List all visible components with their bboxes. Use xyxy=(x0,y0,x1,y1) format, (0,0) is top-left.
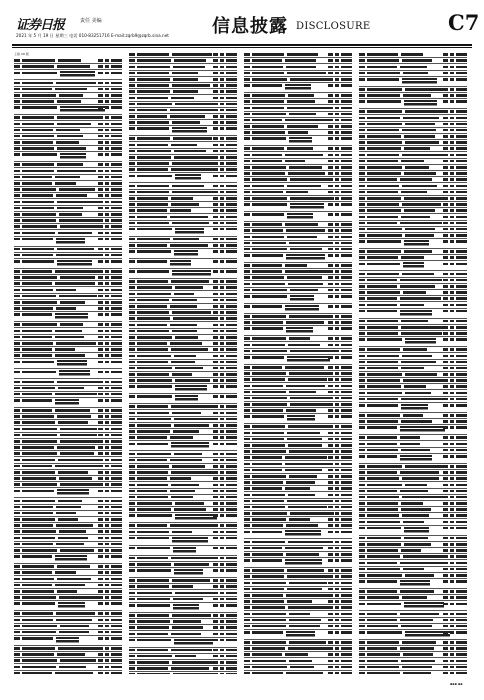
listing-row xyxy=(14,312,122,322)
listing-row xyxy=(244,529,352,539)
listing-row xyxy=(359,337,467,347)
listing-row xyxy=(359,403,467,413)
listing-row xyxy=(359,454,467,464)
listing-row xyxy=(244,294,352,304)
listing-row xyxy=(14,488,122,498)
listing-row xyxy=(129,173,237,183)
listing-row xyxy=(129,603,237,613)
listing-column-2 xyxy=(129,52,237,674)
masthead-rule-thin xyxy=(12,47,472,48)
listing-row xyxy=(244,326,352,336)
section-title-en: DISCLOSURE xyxy=(296,21,371,32)
listing-row xyxy=(244,253,352,263)
listing-row xyxy=(244,136,352,146)
listing-row xyxy=(359,309,467,319)
listing-row xyxy=(244,202,352,212)
listing-row xyxy=(129,126,237,136)
listing-row xyxy=(129,259,237,269)
listing-row xyxy=(14,259,122,269)
listing-row xyxy=(129,546,237,556)
listing-row xyxy=(129,249,237,259)
page-signature: ▪▪▪ ▪▪ xyxy=(450,682,463,686)
listing-row xyxy=(244,414,352,424)
listing-row xyxy=(359,261,467,271)
listing-row xyxy=(14,70,122,80)
listing-row xyxy=(129,513,237,523)
listing-row xyxy=(359,579,467,589)
listing-row xyxy=(14,601,122,611)
listing-column-4 xyxy=(359,52,467,674)
listing-row xyxy=(244,671,352,674)
listing-row xyxy=(244,212,352,222)
listing-row xyxy=(244,355,352,365)
listing-row xyxy=(359,526,467,536)
listing-row xyxy=(244,304,352,314)
listing-row xyxy=(129,384,237,394)
listing-row xyxy=(14,554,122,564)
listing-row xyxy=(244,558,352,568)
listing-row xyxy=(129,568,237,578)
listing-row xyxy=(359,99,467,109)
listing-row xyxy=(359,239,467,249)
listing-row xyxy=(14,398,122,408)
listing-row xyxy=(129,672,237,674)
listing-column-3 xyxy=(244,52,352,674)
dateline: 2021 年 5 月 19 日 星期三 电话 010-83251716 E-mail:zqrb9@zqrb.sina.net xyxy=(16,33,169,38)
listing-row xyxy=(129,227,237,237)
listing-row xyxy=(129,441,237,451)
listing-row xyxy=(14,152,122,162)
listing-row xyxy=(14,369,122,379)
listing-row xyxy=(14,636,122,646)
listing-row xyxy=(359,671,467,674)
listing-row xyxy=(359,630,467,640)
listing-row xyxy=(14,359,122,369)
page-number: C7 xyxy=(448,10,480,35)
continued-from-note: 上接 C6 版 xyxy=(14,52,29,56)
masthead-rule xyxy=(12,44,472,46)
listing-row xyxy=(244,83,352,93)
listing-row xyxy=(14,105,122,115)
section-title: 信息披露 xyxy=(212,16,288,37)
listing-row xyxy=(129,269,237,279)
listing-row xyxy=(359,601,467,611)
newspaper-logo: 证券日报 xyxy=(16,18,65,33)
listing-column-1 xyxy=(14,52,122,674)
masthead xyxy=(12,6,480,44)
listing-row xyxy=(129,536,237,546)
listing-row xyxy=(359,425,467,435)
edition-info: 责任 美编 xyxy=(80,18,102,24)
listing-row xyxy=(129,394,237,404)
listing-row xyxy=(359,77,467,87)
listing-row xyxy=(14,671,122,674)
listing-row xyxy=(244,630,352,640)
listing-row xyxy=(14,237,122,247)
listing-row xyxy=(129,638,237,648)
